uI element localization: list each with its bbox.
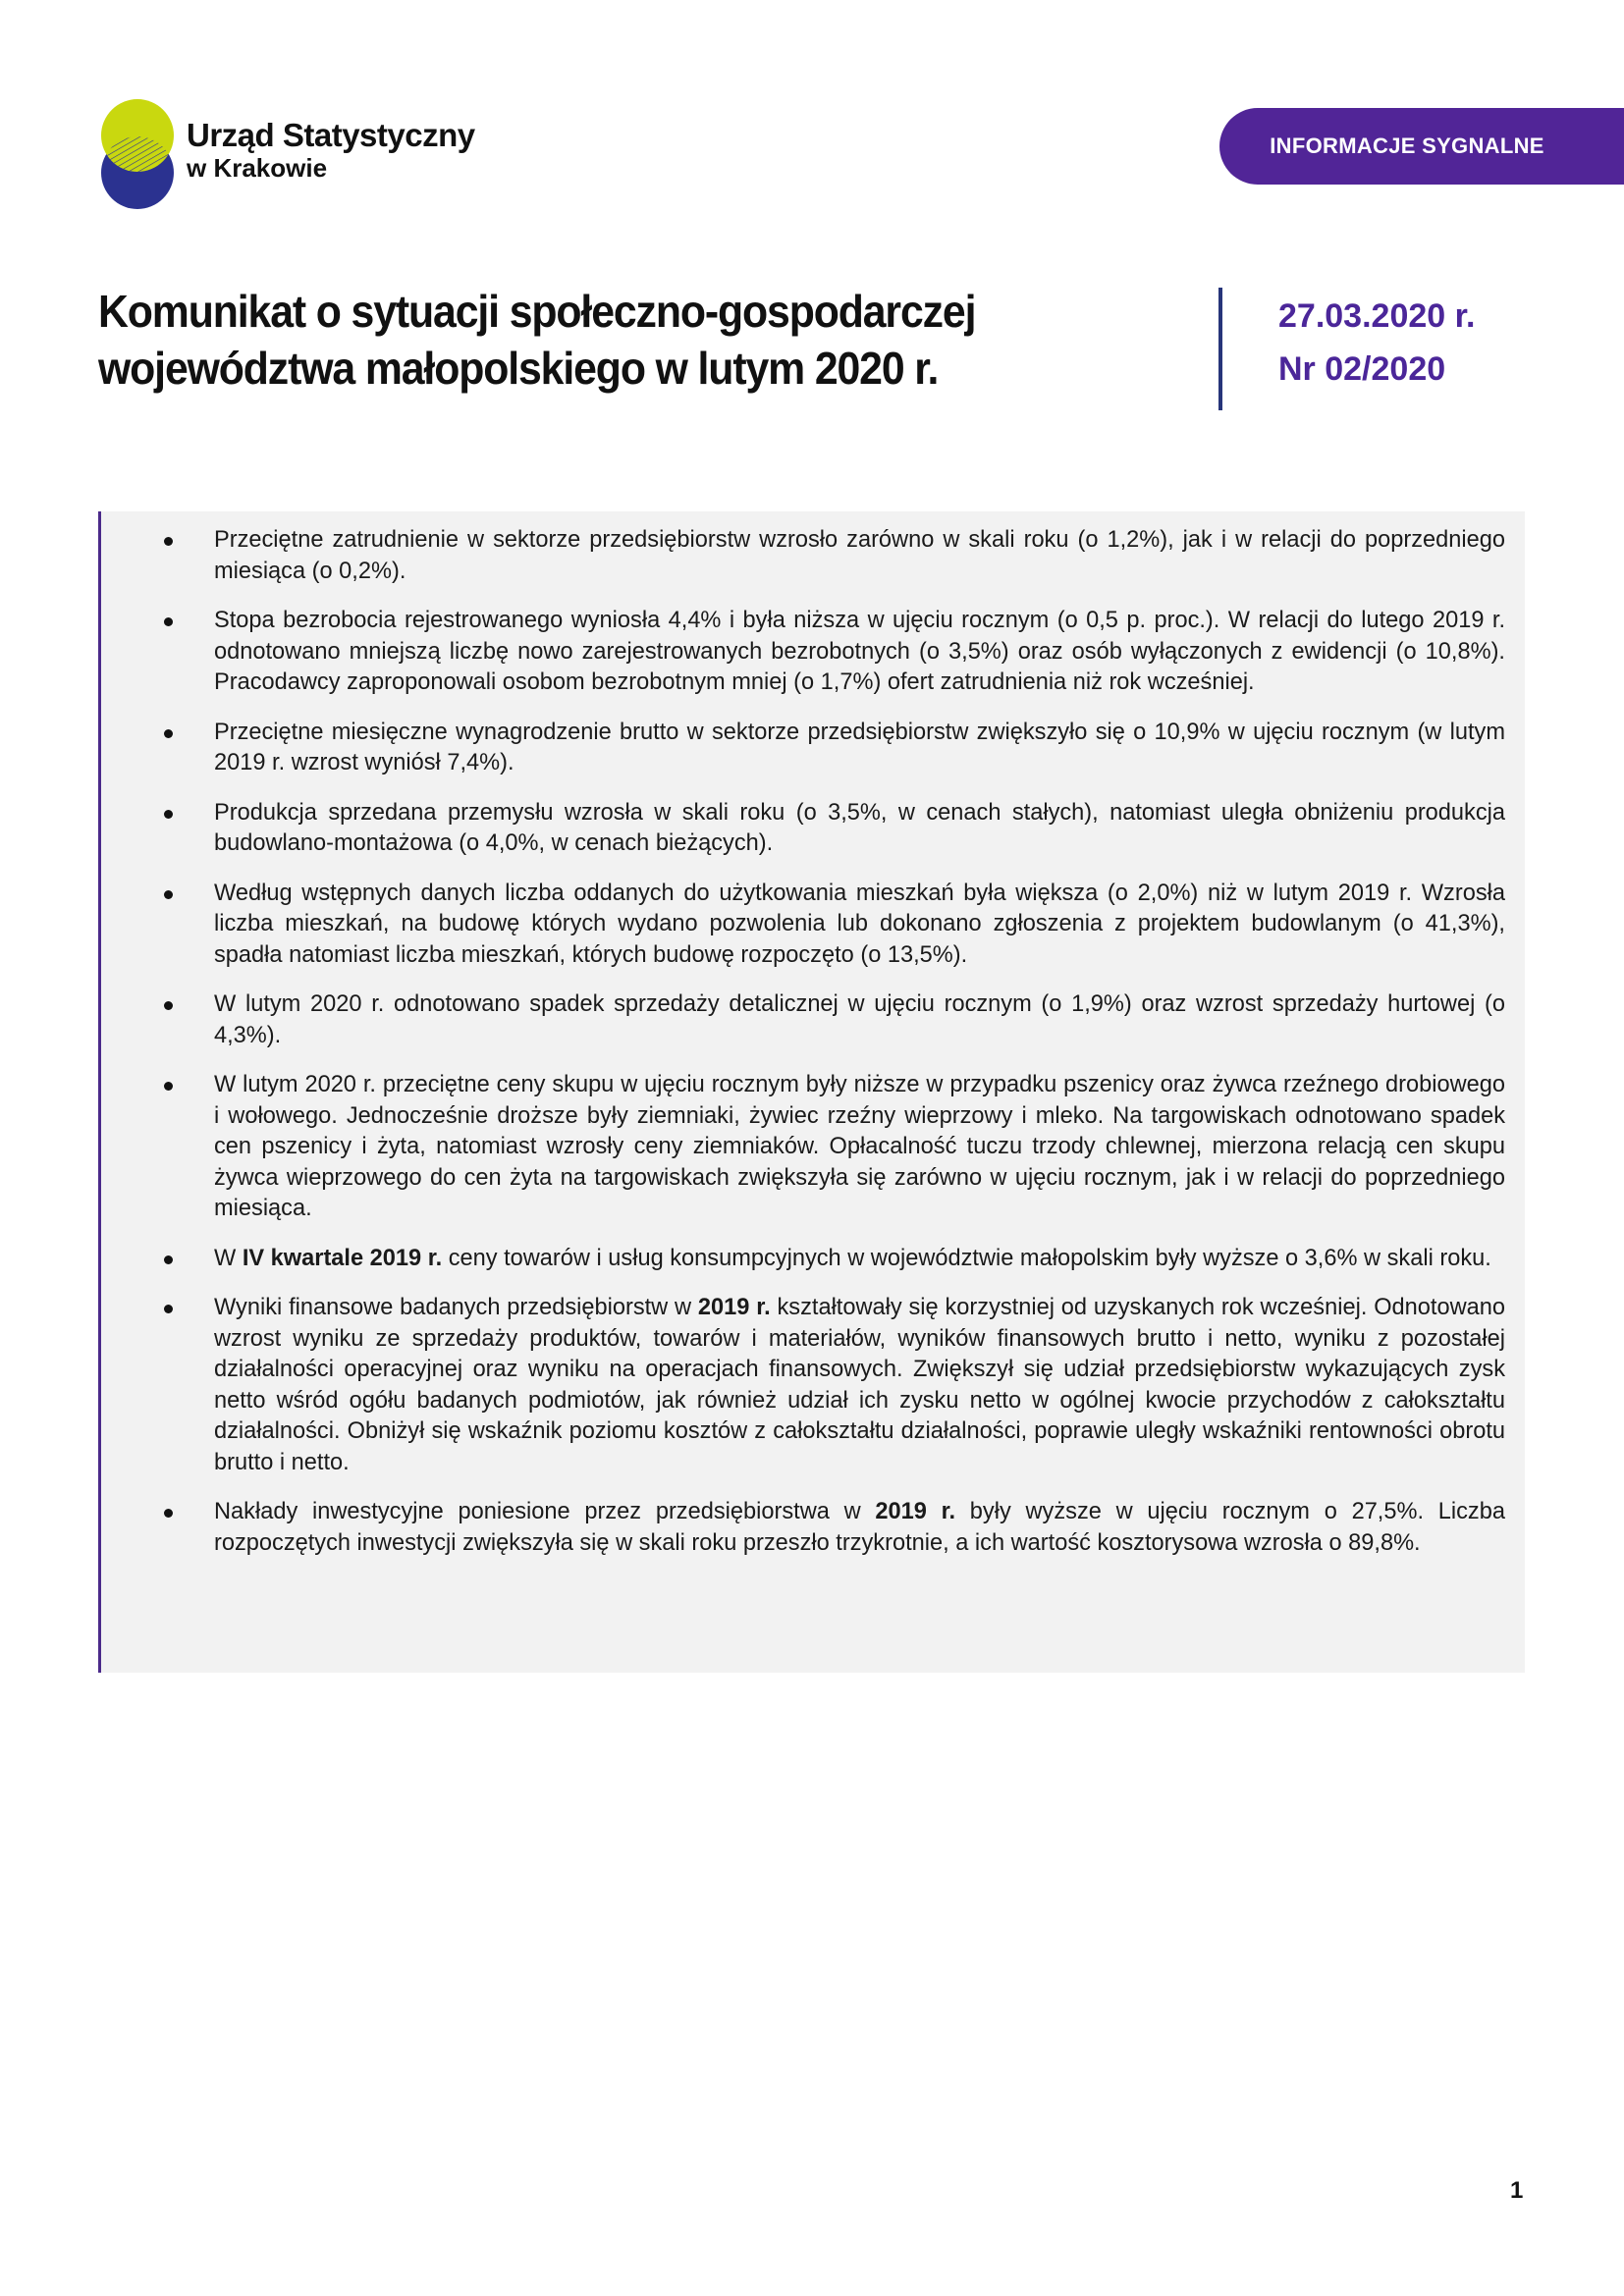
summary-item <box>101 1070 1505 1225</box>
summary-item-text: W lutym 2020 r. odnotowano spadek sprzedaży detalicznej w ujęciu rocznym (o 1,9%) oraz wzrost sprzedaży hurtowej (o 4,3%). <box>214 991 1505 1048</box>
summary-item-text: były wyższe w ujęciu rocznym o 27,5%. Liczba rozpoczętych inwestycji zwiększyła się w skali roku przeszło trzykrotnie, a ich wartość kosztorysowa wzrosła o 89,8%. <box>214 1499 1505 1556</box>
summary-box <box>98 511 1525 1673</box>
bullet-icon <box>164 1255 173 1264</box>
summary-item-text: Stopa bezrobocia rejestrowanego wyniosła 4,4% i była niższa w ujęciu rocznym (o 0,5 p. proc.). W relacji do lutego 2019 r. odnotowano mniejszą liczbę nowo zarejestrowanych bezrobotnych (o 3,5%) oraz osób wyłączonych z ewidencji (o 10,8%). Pracodawcy zaproponowali osobom bezrobotnym mniej (o 1,7%) ofert zatrudnienia niż rok wcześniej. <box>214 608 1505 695</box>
document-meta <box>1278 290 1475 396</box>
summary-item-text: W <box>214 1245 243 1271</box>
summary-item-text: Według wstępnych danych liczba oddanych do użytkowania mieszkań była większa (o 2,0%) niż w lutym 2019 r. Wzrosła liczba mieszkań, na budowę których wydano pozwolenia lub dokonano zgłoszenia z projektem budowlanym (o 41,3%), spadła natomiast liczba mieszkań, których budowę rozpoczęto (o 13,5%). <box>214 880 1505 968</box>
bullet-icon <box>164 617 173 626</box>
summary-item-text: Wyniki finansowe badanych przedsiębiorstw w <box>214 1295 698 1320</box>
document-title: Komunikat o sytuacji społeczno-gospodarczej województwa małopolskiego w lutym 2020 r. <box>98 286 976 394</box>
release-date: 27.03.2020 r. <box>1278 297 1476 335</box>
summary-item <box>101 606 1505 699</box>
logo-title: Urząd Statystyczny <box>187 117 475 153</box>
logo-subtitle: w Krakowie <box>187 153 328 183</box>
summary-list <box>101 525 1505 1559</box>
summary-item <box>101 1244 1505 1275</box>
title-divider <box>1218 288 1222 410</box>
summary-item-emphasis: 2019 r. <box>697 1295 771 1320</box>
bullet-icon <box>164 1305 173 1313</box>
summary-item-text: kształtowały się korzystniej od uzyskanych rok wcześniej. Odnotowano wzrost wyniku ze sprzedaży produktów, towarów i materiałów, wyników finansowych brutto i netto, wyniku z pozostałej działalności operacyjnej oraz wyniku na operacjach finansowych. Zwiększył się udział przedsiębiorstw wykazujących zysk netto wśród ogółu badanych podmiotów, jak również udział ich zysku netto w ogólnej kwocie przychodów z całokształtu działalności. Obniżył się wskaźnik poziomu kosztów z całokształtu działalności, poprawie uległy wskaźniki rentowności obrotu brutto i netto. <box>214 1295 1505 1475</box>
summary-item-text: Przeciętne miesięczne wynagrodzenie brutto w sektorze przedsiębiorstw zwiększyło się o 10,9% w ujęciu rocznym (w lutym 2019 r. wzrost wyniósł 7,4%). <box>214 719 1505 775</box>
summary-item-text: Produkcja sprzedana przemysłu wzrosła w skali roku (o 3,5%, w cenach stałych), natomiast uległa obniżeniu produkcja budowlano-montażowa (o 4,0%, w cenach bieżących). <box>214 799 1505 856</box>
info-banner: INFORMACJE SYGNALNE <box>1219 108 1624 185</box>
summary-item-emphasis: 2019 r. <box>875 1499 956 1524</box>
summary-item <box>101 1293 1505 1478</box>
summary-item-text: Nakłady inwestycyjne poniesione przez przedsiębiorstwa w <box>214 1499 876 1524</box>
summary-item-text: ceny towarów i usług konsumpcyjnych w województwie małopolskim były wyższe o 3,6% w skali roku. <box>442 1245 1491 1271</box>
bullet-icon <box>164 890 173 899</box>
summary-item <box>101 798 1505 860</box>
summary-item <box>101 525 1505 587</box>
institution-logo <box>98 98 475 211</box>
summary-item-emphasis: IV kwartale 2019 r. <box>242 1245 443 1271</box>
bullet-icon <box>164 537 173 546</box>
bullet-icon <box>164 729 173 738</box>
release-number: Nr 02/2020 <box>1278 350 1446 388</box>
bullet-icon <box>164 1082 173 1091</box>
summary-item-text: Przeciętne zatrudnienie w sektorze przedsiębiorstw wzrosło zarówno w skali roku (o 1,2%), jak i w relacji do poprzedniego miesiąca (o 0,2%). <box>214 527 1505 584</box>
summary-item-text: W lutym 2020 r. przeciętne ceny skupu w ujęciu rocznym były niższe w przypadku pszenicy oraz żywca rzeźnego drobiowego i wołowego. Jednocześnie droższe były ziemniaki, żywiec rzeźny wieprzowy i mleko. Na targowiskach odnotowano spadek cen pszenicy i żyta, natomiast wzrosły ceny ziemniaków. Opłacalność tuczu trzody chlewnej, mierzona relacją cen skupu żywca wieprzowego do cen żyta na targowiskach zwiększyła się zarówno w ujęciu rocznym, jak i w relacji do poprzedniego miesiąca. <box>214 1072 1505 1221</box>
summary-item <box>101 879 1505 972</box>
bullet-icon <box>164 1509 173 1518</box>
logo-circles-icon <box>98 98 177 211</box>
bullet-icon <box>164 1001 173 1010</box>
page-number: 1 <box>1510 2177 1524 2204</box>
summary-item <box>101 1497 1505 1559</box>
bullet-icon <box>164 810 173 819</box>
summary-item <box>101 718 1505 779</box>
summary-item <box>101 989 1505 1051</box>
